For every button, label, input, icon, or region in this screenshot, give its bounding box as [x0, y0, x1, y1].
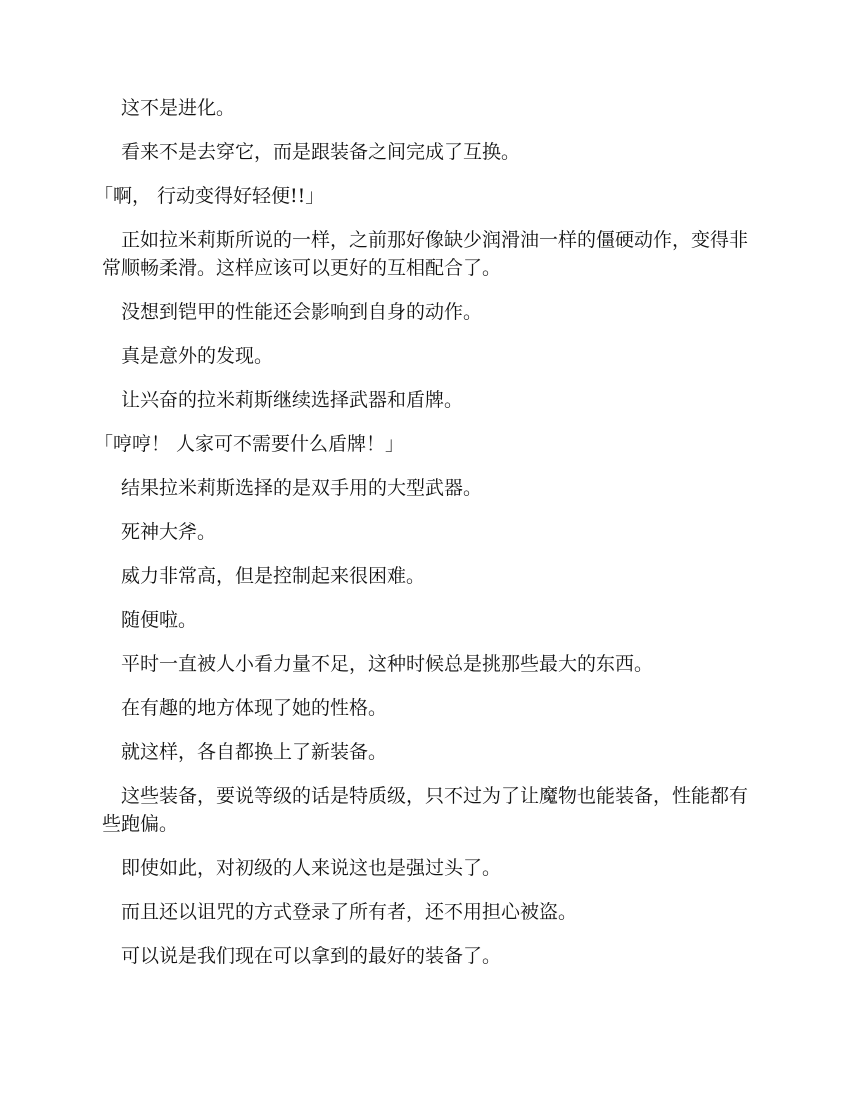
paragraph: 真是意外的发现。 — [121, 345, 274, 367]
paragraph: 随便啦。 — [121, 609, 198, 631]
paragraph: 正如拉米莉斯所说的一样，之前那好像缺少润滑油一样的僵硬动作，变得非常顺畅柔滑。这样应该可以更好的互相配合了。 — [102, 229, 749, 279]
dialogue-line: 「啊， 行动变得好轻便!!」 — [94, 185, 325, 207]
dialogue-line: 「哼哼！ 人家可不需要什么盾牌！」 — [94, 433, 405, 455]
paragraph: 让兴奋的拉米莉斯继续选择武器和盾牌。 — [121, 389, 464, 411]
paragraph: 死神大斧。 — [121, 521, 217, 543]
paragraph: 没想到铠甲的性能还会影响到自身的动作。 — [121, 301, 483, 323]
paragraph: 结果拉米莉斯选择的是双手用的大型武器。 — [121, 477, 483, 499]
paragraph: 即使如此，对初级的人来说这也是强过头了。 — [121, 857, 502, 879]
paragraph: 在有趣的地方体现了她的性格。 — [121, 697, 388, 719]
paragraph: 这些装备，要说等级的话是特质级，只不过为了让魔物也能装备，性能都有些跑偏。 — [102, 785, 749, 835]
paragraph: 看来不是去穿它，而是跟装备之间完成了互换。 — [121, 141, 521, 163]
paragraph: 威力非常高，但是控制起来很困难。 — [121, 565, 426, 587]
paragraph: 就这样，各自都换上了新装备。 — [121, 741, 388, 763]
paragraph: 而且还以诅咒的方式登录了所有者，还不用担心被盗。 — [121, 901, 578, 923]
paragraph: 平时一直被人小看力量不足，这种时候总是挑那些最大的东西。 — [121, 653, 654, 675]
paragraph: 这不是进化。 — [121, 97, 236, 119]
paragraph: 可以说是我们现在可以拿到的最好的装备了。 — [121, 945, 502, 967]
